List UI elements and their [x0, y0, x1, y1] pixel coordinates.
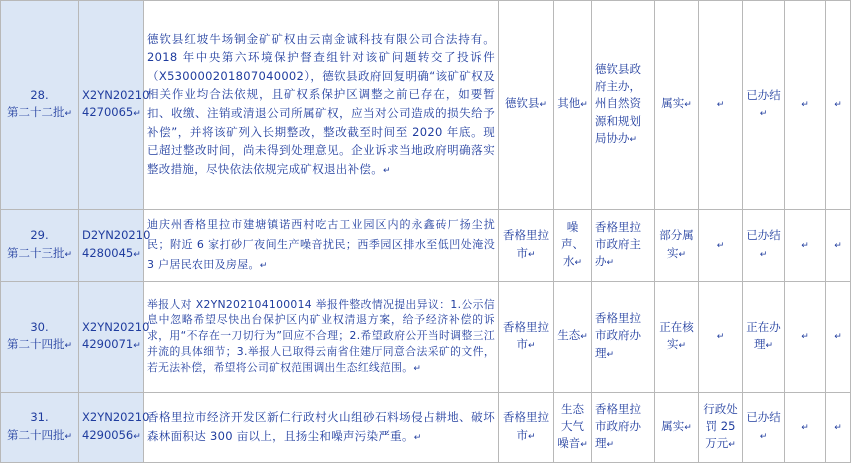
case-id-part-b: 4290071 [82, 337, 134, 351]
case-id-cell: X2YN20210 4290071↵ [79, 282, 144, 393]
case-id-cell: X2YN20210 4290056↵ [79, 393, 144, 463]
row-end-cell: ↵ [826, 1, 851, 210]
verdict-cell: 正在核实↵ [655, 282, 699, 393]
row-number: 29. [30, 228, 49, 243]
case-id-part-b: 4270065 [82, 105, 134, 119]
case-id-part-a: X2YN20210 [82, 87, 150, 102]
case-id-part-a: X2YN20210 [82, 319, 150, 334]
region-cell: 香格里拉市↵ [499, 282, 554, 393]
pollution-type-cell: 生态大气噪音↵ [554, 393, 592, 463]
table-row [1, 393, 851, 463]
complaint-content: 德钦县红坡牛场铜金矿矿权由云南金诚科技有限公司合法持有。2018 年中央第六环境保护督查组针对该矿问题转交了投诉件（X530000201807040002），德钦县政府回复明确“该矿矿权及相关作业均合法依规，且矿权系保护区调整之前已存在，如要暂扣、收缴、注销或清退公司所属矿权，应当对公司造成的损失给予补偿”，并将该矿列入长期整改，整改截至时间至 2020 年底。现已超过整改时间，尚未得到处理意见。企业诉求当地政府明确落实整改措施，尽快依法依规完成矿权退出补偿。↵ [144, 1, 499, 210]
empty-cell: ↵ [785, 210, 826, 282]
status-cell: 已办结↵ [743, 210, 785, 282]
empty-cell: ↵ [785, 282, 826, 393]
penalty-cell: 行政处罚 25 万元↵ [699, 393, 743, 463]
batch-label: 第二十二批 [6, 105, 65, 119]
responsible-unit-cell: 香格里拉市政府主办↵ [592, 210, 655, 282]
region-cell: 香格里拉市↵ [499, 210, 554, 282]
row-number: 31. [30, 410, 49, 425]
case-id-cell: D2YN20210 4280045↵ [79, 210, 144, 282]
case-id-part-a: D2YN20210 [82, 228, 151, 243]
batch-label: 第二十四批 [6, 427, 65, 442]
row-number-cell: 31. 第二十四批↵ [1, 393, 79, 463]
responsible-unit-cell: 香格里拉市政府办理↵ [592, 393, 655, 463]
pollution-type-cell: 其他↵ [554, 1, 592, 210]
pollution-type-cell: 噪声、水↵ [554, 210, 592, 282]
row-number: 30. [30, 319, 49, 334]
row-number-cell: 29. 第二十三批↵ [1, 210, 79, 282]
region-cell: 德钦县↵ [499, 1, 554, 210]
row-end-cell: ↵ [826, 210, 851, 282]
row-number-cell: 30. 第二十四批↵ [1, 282, 79, 393]
case-id-part-b: 4290056 [82, 427, 134, 442]
row-end-cell: ↵ [826, 393, 851, 463]
table-row [1, 282, 851, 393]
status-cell: 已办结↵ [743, 1, 785, 210]
complaint-content: 举报人对 X2YN202104100014 举报件整改情况提出异议：1.公示信息中忽略希望尽快出台保护区内矿业权清退方案，给予经济补偿的诉求，用“不存在一刀切行为”回应不合理；2.希望政府公开当时调整三江并流的具体细节；3.举报人已取得云南省住建厅同意合法采矿的文件，若无法补偿，希望将公司矿权范围调出生态红线范围。↵ [144, 282, 499, 393]
status-cell: 正在办理↵ [743, 282, 785, 393]
table-row [1, 210, 851, 282]
pollution-type-cell: 生态↵ [554, 282, 592, 393]
empty-cell: ↵ [785, 1, 826, 210]
penalty-cell: ↵ [699, 282, 743, 393]
verdict-cell: 属实↵ [655, 393, 699, 463]
row-number: 28. [30, 87, 49, 102]
region-cell: 香格里拉市↵ [499, 393, 554, 463]
table-row [1, 1, 851, 210]
batch-label: 第二十四批 [6, 337, 65, 351]
case-id-part-b: 4280045 [82, 245, 134, 260]
status-cell: 已办结↵ [743, 393, 785, 463]
empty-cell: ↵ [785, 393, 826, 463]
verdict-cell: 部分属实↵ [655, 210, 699, 282]
case-id-part-a: X2YN20210 [82, 410, 150, 425]
complaint-content: 迪庆州香格里拉市建塘镇诺西村吃古工业园区内的永鑫砖厂扬尘扰民；附近 6 家打砂厂夜间生产噪音扰民；西季园区排水至低凹处淹没 3 户居民农田及房屋。↵ [144, 210, 499, 282]
row-end-cell: ↵ [826, 282, 851, 393]
responsible-unit-cell: 香格里拉市政府办理↵ [592, 282, 655, 393]
penalty-cell: ↵ [699, 210, 743, 282]
verdict-cell: 属实↵ [655, 1, 699, 210]
batch-label: 第二十三批 [6, 245, 65, 260]
row-number-cell: 28. 第二十二批↵ [1, 1, 79, 210]
responsible-unit-cell: 德钦县政府主办，州自然资源和规划局协办↵ [592, 1, 655, 210]
case-id-cell: X2YN20210 4270065↵ [79, 1, 144, 210]
complaint-content: 香格里拉市经济开发区新仁行政村火山组砂石料场侵占耕地、破坏森林面积达 300 亩以上，且扬尘和噪声污染严重。↵ [144, 393, 499, 463]
penalty-cell: ↵ [699, 1, 743, 210]
